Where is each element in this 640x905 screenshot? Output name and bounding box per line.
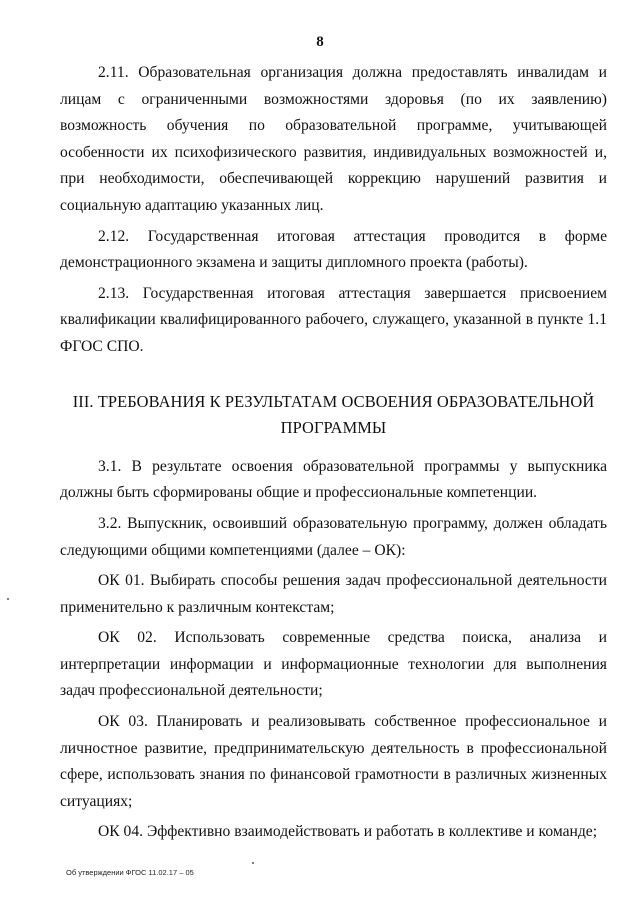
section-heading: [60, 389, 607, 442]
section-heading-line-2: ПРОГРАММЫ: [280, 418, 387, 438]
paragraph-2-12: 2.12. Государственная итоговая аттестация проводится в форме демонстрационного экзамена и защиты дипломного проекта (работы).: [60, 227, 607, 272]
paragraph-3-2: 3.2. Выпускник, освоивший образовательную программу, должен обладать следующими общими компетенциями (далее – ОК):: [60, 514, 607, 559]
page-number: 8: [316, 34, 324, 50]
competency-ok-01: ОК 01. Выбирать способы решения задач профессиональной деятельности применительно к различным контекстам;: [60, 572, 607, 616]
competency-ok-02: ОК 02. Использовать современные средства поиска, анализа и интерпретации информации и информационные технологии для выполнения задач профессиональной деятельности;: [60, 629, 607, 700]
scan-speck: [7, 598, 9, 600]
document-body: [60, 60, 607, 846]
section-heading-line-1: III. ТРЕБОВАНИЯ К РЕЗУЛЬТАТАМ ОСВОЕНИЯ ОБРАЗОВАТЕЛЬНОЙ: [72, 391, 595, 411]
paragraph-3-1: 3.1. В результате освоения образовательной программы у выпускника должны быть сформированы общие и профессиональные компетенции.: [60, 457, 607, 502]
scan-speck: [252, 862, 254, 864]
competency-ok-04: ОК 04. Эффективно взаимодействовать и работать в коллективе и команде;: [98, 823, 598, 841]
competency-ok-03: ОК 03. Планировать и реализовывать собственное профессиональное и личностное развитие, предпринимательскую деятельность в профессиональной сфере, использовать знания по финансовой грамотности в различных жизненных ситуациях;: [60, 713, 607, 810]
page-footer: Об утверждении ФГОС 11.02.17 – 05: [66, 868, 194, 877]
paragraph-2-11: 2.11. Образовательная организация должна предоставлять инвалидам и лицам с ограниченными возможностями здоровья (по их заявлению) возможность обучения по образовательной программе, учитывающей особенности их психофизического развития, индивидуальных возможностей и, при необходимости, обеспечивающей коррекцию нарушений развития и социальную адаптацию указанных лиц.: [60, 64, 607, 214]
paragraph-2-13: 2.13. Государственная итоговая аттестация завершается присвоением квалификации квалифицированного рабочего, служащего, указанной в пункте 1.1 ФГОС СПО.: [60, 284, 607, 355]
